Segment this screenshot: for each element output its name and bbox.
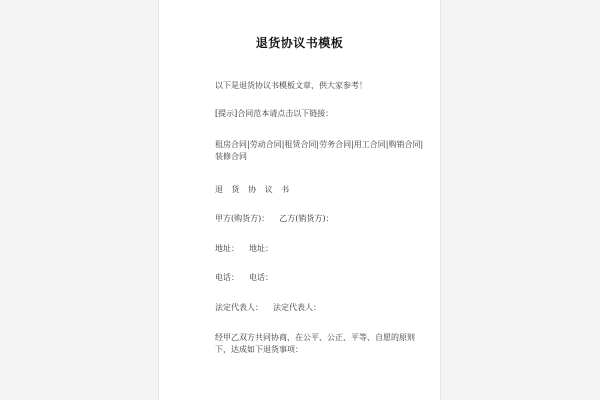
phone-row: [215, 272, 273, 284]
document-heading: 退 货 协 议 书: [215, 185, 293, 194]
intro-text: 以下是退货协议书模板文章，供大家参考！: [215, 81, 367, 90]
phone-a-label: 电话：: [215, 273, 239, 282]
rep-a-label: 法定代表人：: [215, 303, 263, 312]
party-b-label: 乙方(销货方)：: [279, 214, 334, 223]
contract-links[interactable]: 租房合同|劳动合同|租赁合同|劳务合同|用工合同|购销合同|装修合同: [215, 140, 424, 161]
rep-b-label: 法定代表人：: [273, 303, 321, 312]
phone-b-label: 电话：: [249, 273, 273, 282]
address-a-label: 地址：: [215, 244, 239, 253]
address-row: [215, 243, 273, 255]
address-b-label: 地址：: [249, 244, 273, 253]
document-page: [158, 0, 441, 400]
document-title: 退货协议书模板: [255, 36, 344, 50]
representative-row: [215, 302, 321, 314]
hint-text: [提示]合同范本请点击以下链接：: [215, 109, 334, 118]
party-a-label: 甲方(购货方)：: [215, 214, 270, 223]
agreement-paragraph: 经甲乙双方共同协商，在公平、公正、平等、自愿的原则下，达成如下退货事项：: [215, 333, 415, 354]
party-row: [215, 213, 334, 225]
